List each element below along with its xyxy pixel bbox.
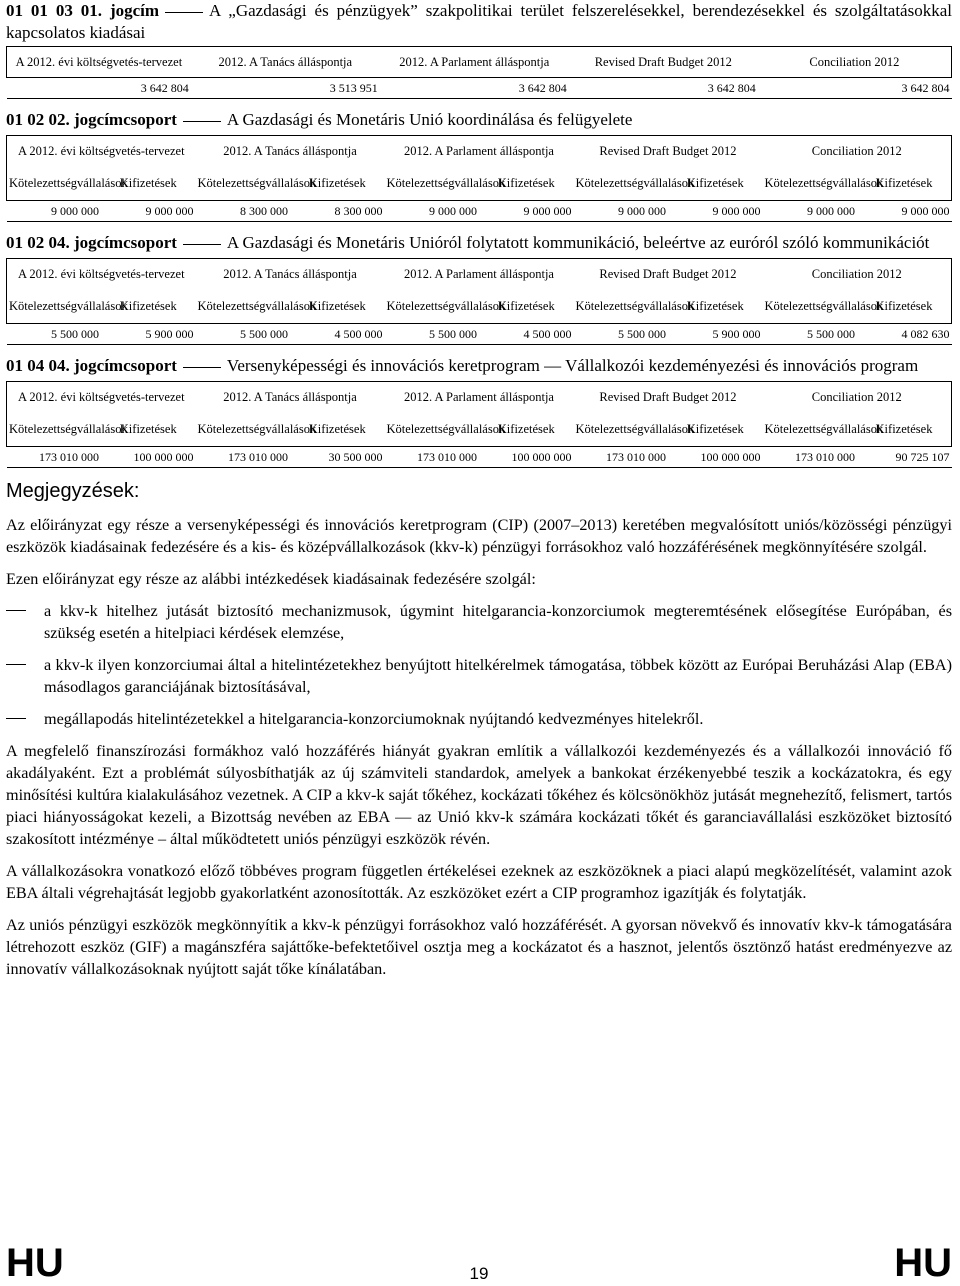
column-header-draft: A 2012. évi költségvetés-tervezet: [7, 47, 191, 78]
value-cell: 90 725 107: [857, 447, 952, 468]
payments-header: Kifizetések: [479, 412, 574, 447]
payments-header: Kifizetések: [290, 289, 385, 324]
column-header-parliament: 2012. A Parlament álláspontja: [385, 382, 574, 413]
section-code: 01 02 02.: [6, 110, 70, 129]
table-row: [7, 78, 952, 99]
value-cell: 9 000 000: [574, 201, 669, 222]
section-code: 01 04 04.: [6, 356, 70, 375]
value-cell: 30 500 000: [290, 447, 385, 468]
em-dash: [183, 244, 221, 245]
table-row: [7, 324, 952, 345]
payments-header: Kifizetések: [479, 166, 574, 201]
budget-table: [6, 258, 952, 345]
commitments-header: Kötelezettségvállalások: [7, 412, 102, 447]
commitments-header: Kötelezettségvállalások: [196, 166, 291, 201]
column-header-council: 2012. A Tanács álláspontja: [196, 136, 385, 167]
payments-header: Kifizetések: [857, 166, 952, 201]
page-footer: [6, 1240, 952, 1286]
section-title: A Gazdasági és Monetáris Unió koordinálása és felügyelete: [226, 110, 633, 129]
payments-header: Kifizetések: [479, 289, 574, 324]
column-header-revised: Revised Draft Budget 2012: [574, 259, 763, 290]
payments-header: Kifizetések: [101, 166, 196, 201]
column-header-conciliation: Conciliation 2012: [763, 382, 952, 413]
value-cell: 173 010 000: [7, 447, 102, 468]
value-cell: 5 500 000: [196, 324, 291, 345]
column-header-parliament: 2012. A Parlament álláspontja: [385, 259, 574, 290]
section-kind: jogcímcsoport: [74, 110, 177, 129]
value-cell: 5 500 000: [763, 324, 858, 345]
budget-table: [6, 46, 952, 99]
commitments-header: Kötelezettségvállalások: [196, 289, 291, 324]
value-cell: 9 000 000: [385, 201, 480, 222]
value-cell: 9 000 000: [857, 201, 952, 222]
value-cell: 5 500 000: [385, 324, 480, 345]
commitments-header: Kötelezettségvállalások: [763, 289, 858, 324]
remarks-list: [6, 600, 952, 730]
remarks-paragraph: A megfelelő finanszírozási formákhoz való hozzáférés hiányát gyakran említik a vállalkozói kezdeményezés és a vállalkozói innováció fő akadályaként. Ezt a problémát súlyosbíthatják az új számviteli standardok, amelyek a bankokat érzékenyebbé teszik a kockázatokra, és egy minősítési kultúra kialakulásához vezetnek. A CIP a kkv-k saját tőkéhez, kockázati tőkéhez és kölcsönökhöz jutását megnehezítő, felismert, tartós piaci hiányosságokat kezeli, a Bizottság nevében az EBA — az Unió kkv-k számára kockázati tőkét és garanciavállalási eszközöket biztosító szakosított intézménye – által működtetett uniós pénzügyi eszközök révén.: [6, 742, 952, 848]
em-dash: [165, 12, 203, 13]
em-dash: [183, 121, 221, 122]
value-cell: 3 642 804: [380, 78, 569, 99]
commitments-header: Kötelezettségvállalások: [763, 412, 858, 447]
value-cell: 9 000 000: [668, 201, 763, 222]
section-code: 01 01 03 01.: [6, 1, 103, 20]
payments-header: Kifizetések: [101, 412, 196, 447]
column-header-revised: Revised Draft Budget 2012: [569, 47, 758, 78]
list-item: [6, 708, 952, 730]
column-header-conciliation: Conciliation 2012: [763, 136, 952, 167]
section-kind: jogcímcsoport: [74, 356, 177, 375]
value-cell: 4 500 000: [290, 324, 385, 345]
list-item-text: megállapodás hitelintézetekkel a hitelgarancia-konzorciumoknak nyújtandó kedvezményes hitelekről.: [44, 710, 704, 728]
value-cell: 9 000 000: [7, 201, 102, 222]
column-header-conciliation: Conciliation 2012: [758, 47, 952, 78]
em-dash: [183, 367, 221, 368]
value-cell: 173 010 000: [385, 447, 480, 468]
value-cell: 3 642 804: [758, 78, 952, 99]
value-cell: 9 000 000: [479, 201, 574, 222]
remarks-paragraph: Ezen előirányzat egy része az alábbi intézkedések kiadásainak fedezésére szolgál:: [6, 570, 536, 588]
language-code-left: HU: [6, 1241, 64, 1285]
column-header-parliament: 2012. A Parlament álláspontja: [380, 47, 569, 78]
dash-bullet: [6, 718, 26, 719]
payments-header: Kifizetések: [290, 166, 385, 201]
commitments-header: Kötelezettségvállalások: [196, 412, 291, 447]
column-header-draft: A 2012. évi költségvetés-tervezet: [7, 382, 196, 413]
remarks-paragraph: Az előirányzat egy része a versenyképességi és innovációs keretprogram (CIP) (2007–2013) keretében megvalósított uniós/közösségi pénzügyi eszközök kiadásainak fedezésére és a kis- és középvállalkozások (kkv-k) pénzügyi forrásokhoz való hozzáférésének megkönnyítésére szolgál.: [6, 516, 952, 556]
value-cell: 3 642 804: [7, 78, 191, 99]
section-heading: [6, 232, 952, 254]
section-title: A „Gazdasági és pénzügyek” szakpolitikai terület felszerelésekkel, berendezésekkel és szolgáltatásokkal kapcsolatos kiadásai: [6, 1, 952, 42]
section-heading: [6, 0, 952, 44]
list-item: [6, 654, 952, 698]
payments-header: Kifizetések: [668, 289, 763, 324]
commitments-header: Kötelezettségvállalások: [7, 289, 102, 324]
section-kind: jogcímcsoport: [74, 233, 177, 252]
commitments-header: Kötelezettségvállalások: [574, 412, 669, 447]
table-row: [7, 447, 952, 468]
remarks-paragraph: Az uniós pénzügyi eszközök megkönnyítik a kkv-k pénzügyi forrásokhoz való hozzáférését. A gyorsan növekvő és innovatív kkv-k támogatására létrehozott eszköz (GIF) a magánszféra sajáttőke-befektetőivel osztja meg a kockázatot és a hasznot, jelentős ösztönző hatást eredményezve az innovatív vállalkozásoknak nyújtott saját tőke kínálatában.: [6, 916, 952, 978]
value-cell: 5 500 000: [574, 324, 669, 345]
commitments-header: Kötelezettségvállalások: [574, 289, 669, 324]
commitments-header: Kötelezettségvállalások: [385, 166, 480, 201]
section-kind: jogcím: [109, 1, 160, 20]
value-cell: 4 500 000: [479, 324, 574, 345]
commitments-header: Kötelezettségvállalások: [574, 166, 669, 201]
column-header-council: 2012. A Tanács álláspontja: [191, 47, 380, 78]
commitments-header: Kötelezettségvállalások: [7, 166, 102, 201]
section-heading: [6, 109, 952, 131]
column-header-revised: Revised Draft Budget 2012: [574, 382, 763, 413]
column-header-draft: A 2012. évi költségvetés-tervezet: [7, 259, 196, 290]
value-cell: 5 900 000: [101, 324, 196, 345]
payments-header: Kifizetések: [101, 289, 196, 324]
list-item-text: a kkv-k hitelhez jutását biztosító mechanizmusok, úgymint hitelgarancia-konzorciumok megteremtésének elősegítése Európában, és szükség esetén a hitelpiaci kérdések elemzése,: [44, 602, 952, 642]
value-cell: 8 300 000: [290, 201, 385, 222]
commitments-header: Kötelezettségvállalások: [763, 166, 858, 201]
dash-bullet: [6, 610, 26, 611]
value-cell: 173 010 000: [574, 447, 669, 468]
payments-header: Kifizetések: [668, 166, 763, 201]
commitments-header: Kötelezettségvállalások: [385, 412, 480, 447]
budget-table: [6, 135, 952, 222]
section-heading: [6, 355, 952, 377]
value-cell: 100 000 000: [479, 447, 574, 468]
list-item-text: a kkv-k ilyen konzorciumai által a hitelintézetekhez benyújtott hitelkérelmek támogatása, többek között az Európai Beruházási Alap (EBA) másodlagos garanciájának biztosításával,: [44, 656, 952, 696]
payments-header: Kifizetések: [290, 412, 385, 447]
value-cell: 5 500 000: [7, 324, 102, 345]
column-header-council: 2012. A Tanács álláspontja: [196, 259, 385, 290]
value-cell: 9 000 000: [101, 201, 196, 222]
list-item: [6, 600, 952, 644]
table-row: [7, 201, 952, 222]
column-header-revised: Revised Draft Budget 2012: [574, 136, 763, 167]
value-cell: 100 000 000: [668, 447, 763, 468]
column-header-draft: A 2012. évi költségvetés-tervezet: [7, 136, 196, 167]
value-cell: 4 082 630: [857, 324, 952, 345]
language-code-right: HU: [894, 1241, 952, 1285]
column-header-parliament: 2012. A Parlament álláspontja: [385, 136, 574, 167]
section-title: A Gazdasági és Monetáris Unióról folytatott kommunikáció, beleértve az euróról szóló kommunikációt: [226, 233, 930, 252]
payments-header: Kifizetések: [857, 412, 952, 447]
value-cell: 8 300 000: [196, 201, 291, 222]
section-code: 01 02 04.: [6, 233, 70, 252]
payments-header: Kifizetések: [857, 289, 952, 324]
column-header-conciliation: Conciliation 2012: [763, 259, 952, 290]
value-cell: 173 010 000: [196, 447, 291, 468]
page-number: 19: [469, 1264, 489, 1283]
column-header-council: 2012. A Tanács álláspontja: [196, 382, 385, 413]
remarks-paragraph: A vállalkozásokra vonatkozó előző többéves program független értékelései ezeknek az eszközöknek a piaci alapú megközelítését, valamint azok EBA általi végrehajtását legjobb gyakorlatként azonosították. Az eszközöket ezért a CIP programhoz igazítják és folytatják.: [6, 862, 952, 902]
value-cell: 5 900 000: [668, 324, 763, 345]
commitments-header: Kötelezettségvállalások: [385, 289, 480, 324]
remarks-title: Megjegyzések:: [6, 480, 140, 502]
section-title: Versenyképességi és innovációs keretprogram — Vállalkozói kezdeményezési és innovációs program: [226, 356, 919, 375]
budget-table: [6, 381, 952, 468]
value-cell: 9 000 000: [763, 201, 858, 222]
value-cell: 173 010 000: [763, 447, 858, 468]
value-cell: 100 000 000: [101, 447, 196, 468]
value-cell: 3 513 951: [191, 78, 380, 99]
dash-bullet: [6, 664, 26, 665]
payments-header: Kifizetések: [668, 412, 763, 447]
value-cell: 3 642 804: [569, 78, 758, 99]
